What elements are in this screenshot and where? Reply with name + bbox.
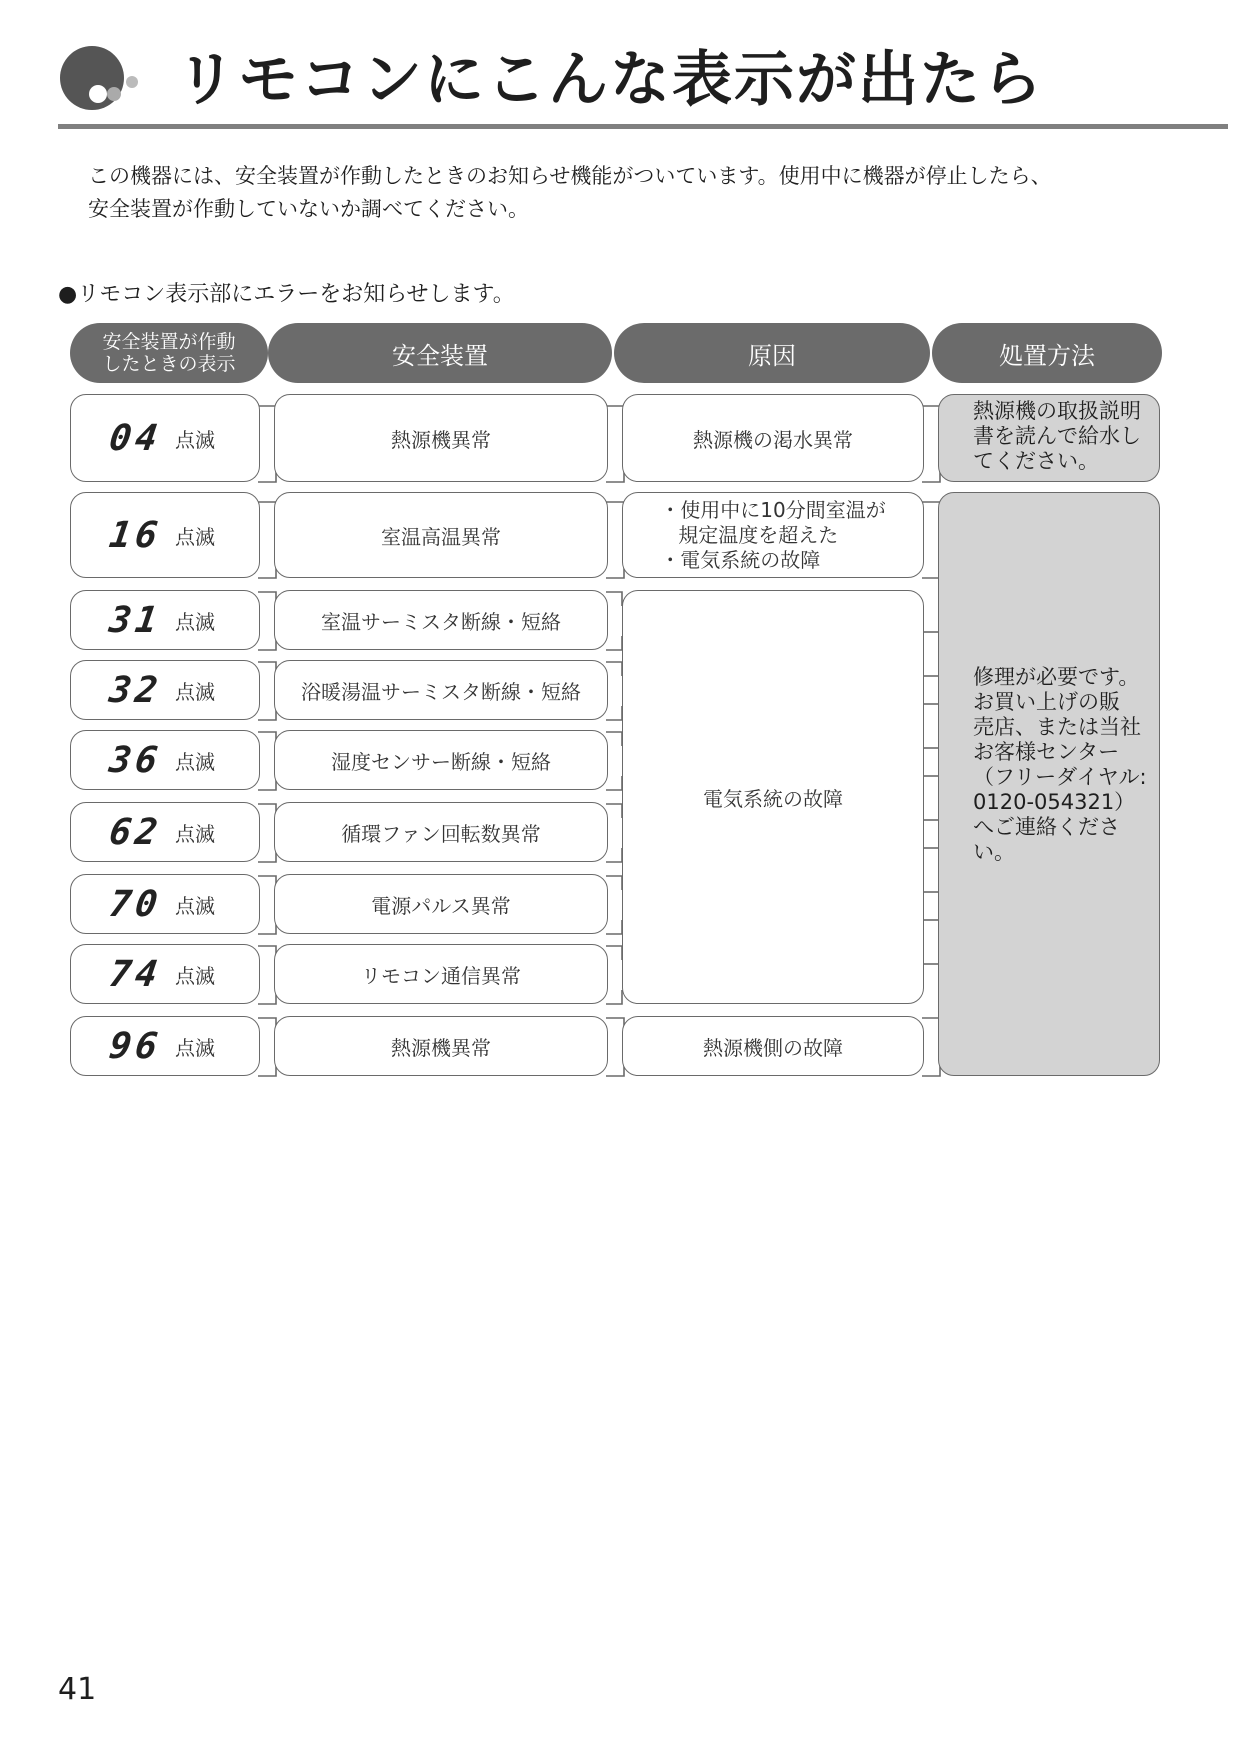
cause-list	[660, 498, 885, 573]
cause-line: 規定温度を超えた	[678, 522, 839, 547]
action-line: （フリーダイヤル:	[973, 765, 1147, 789]
blink-label: 点滅	[175, 609, 215, 634]
header-action: 処置方法	[932, 323, 1162, 383]
header-cause: 原因	[614, 323, 930, 383]
action-line: 0120-054321）	[973, 790, 1136, 814]
blink-label: 点滅	[175, 679, 215, 704]
error-code-70	[70, 874, 260, 934]
action-line: お客様センター	[973, 740, 1120, 764]
action-text	[973, 665, 1147, 865]
blink-label: 点滅	[175, 893, 215, 918]
blink-label: 点滅	[175, 963, 215, 988]
error-code-value: 70	[106, 883, 164, 925]
error-code-value: 31	[106, 599, 164, 641]
header-device: 安全装置	[268, 323, 612, 383]
device-cell: リモコン通信異常	[274, 944, 608, 1004]
device-cell: 熱源機異常	[274, 394, 608, 482]
action-line: 書を読んで給水し	[973, 424, 1141, 448]
action-line: てください。	[973, 449, 1099, 473]
device-cell: 室温高温異常	[274, 492, 608, 578]
cause-cell	[622, 492, 924, 578]
error-code-16	[70, 492, 260, 578]
cause-line: ・使用中に10分間室温が	[660, 497, 886, 522]
device-cell: 熱源機異常	[274, 1016, 608, 1076]
cause-cell: 熱源機側の故障	[622, 1016, 924, 1076]
action-cell	[938, 394, 1160, 482]
action-line: い。	[973, 840, 1015, 864]
cause-cell: 熱源機の渇水異常	[622, 394, 924, 482]
header-display	[70, 323, 268, 383]
error-code-value: 96	[106, 1025, 164, 1067]
action-line: 熱源機の取扱説明	[973, 399, 1141, 423]
error-code-36	[70, 730, 260, 790]
device-cell: 湿度センサー断線・短絡	[274, 730, 608, 790]
cause-cell-shared: 電気系統の故障	[622, 590, 924, 1004]
error-code-value: 62	[106, 811, 164, 853]
action-line: 売店、または当社	[973, 715, 1141, 739]
error-code-31	[70, 590, 260, 650]
header-display-line1: 安全装置が作動	[102, 331, 236, 353]
error-code-value: 32	[106, 669, 164, 711]
section-heading: ●リモコン表示部にエラーをお知らせします。	[58, 282, 515, 307]
error-code-62	[70, 802, 260, 862]
intro-line: この機器には、安全装置が作動したときのお知らせ機能がついています。使用中に機器が停止したら、	[88, 164, 1052, 188]
blink-label: 点滅	[175, 524, 215, 549]
page-title: リモコンにこんな表示が出たら	[176, 45, 1044, 115]
device-cell: 室温サーミスタ断線・短絡	[274, 590, 608, 650]
action-line: へご連絡くださ	[973, 815, 1120, 839]
header-display-line2: したときの表示	[102, 353, 236, 375]
error-code-value: 36	[106, 739, 164, 781]
error-code-04	[70, 394, 260, 482]
intro-line: 安全装置が作動していないか調べてください。	[88, 197, 529, 221]
action-text	[973, 399, 1141, 474]
error-code-32	[70, 660, 260, 720]
error-code-value: 04	[106, 417, 164, 459]
action-cell-repair	[938, 492, 1160, 1076]
cause-line: ・電気系統の故障	[660, 547, 821, 572]
page-number: 41	[58, 1672, 97, 1707]
device-cell: 浴暖湯温サーミスタ断線・短絡	[274, 660, 608, 720]
action-line: 修理が必要です。	[973, 665, 1140, 689]
error-code-value: 74	[106, 953, 164, 995]
device-cell: 電源パルス異常	[274, 874, 608, 934]
error-code-96	[70, 1016, 260, 1076]
blink-label: 点滅	[175, 427, 215, 452]
blink-label: 点滅	[175, 749, 215, 774]
blink-label: 点滅	[175, 1035, 215, 1060]
device-cell: 循環ファン回転数異常	[274, 802, 608, 862]
error-code-value: 16	[106, 514, 164, 556]
blink-label: 点滅	[175, 821, 215, 846]
action-line: お買い上げの販	[973, 690, 1120, 714]
error-code-74	[70, 944, 260, 1004]
